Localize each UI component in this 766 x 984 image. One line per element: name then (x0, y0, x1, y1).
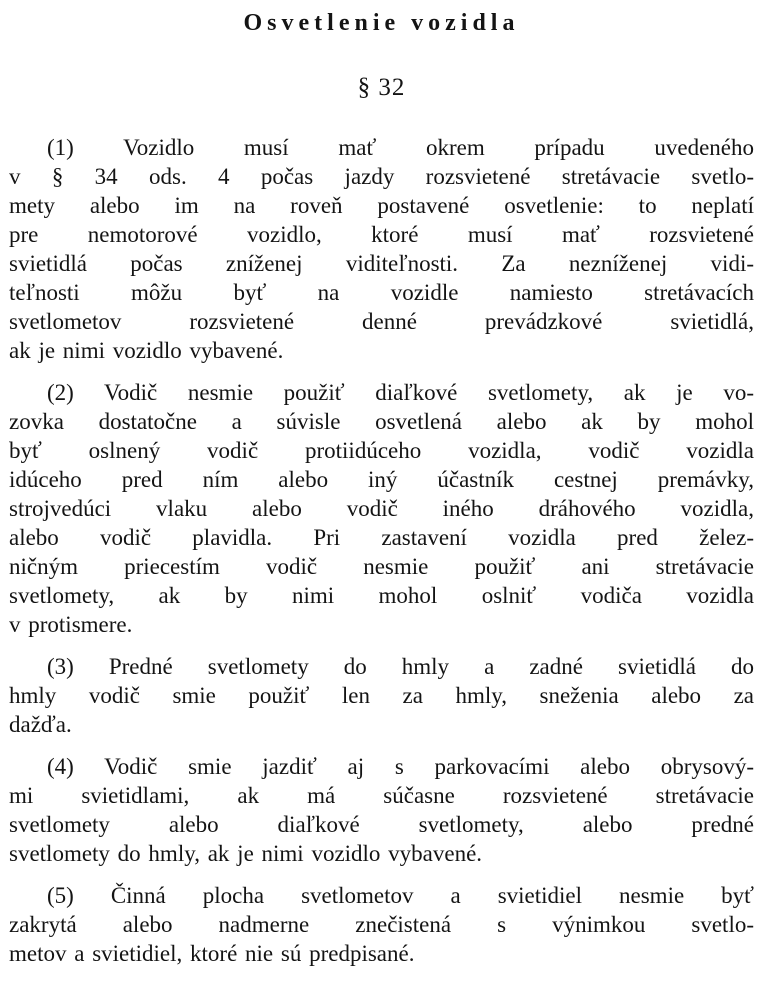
text-line: v protismere. (9, 612, 133, 637)
text-line: ničným priecestím vodič nesmie použiť ani stretávacie (9, 554, 754, 579)
text-line: alebo vodič plavidla. Pri zastavení vozidla pred želez- (9, 525, 754, 550)
paragraphs-container (9, 133, 754, 968)
text-line: ak je nimi vozidlo vybavené. (9, 338, 284, 363)
text-line: byť oslnený vodič protiidúceho vozidla, vodič vozidla (9, 438, 754, 463)
paragraph-3 (9, 652, 754, 739)
text-line: (5) Činná plocha svetlometov a svietidiel nesmie byť (47, 883, 754, 908)
text-line: (1) Vozidlo musí mať okrem prípadu uvedeného (47, 135, 754, 160)
text-line: v § 34 ods. 4 počas jazdy rozsvietené stretávacie svetlo- (9, 164, 754, 189)
section-heading: § 32 (357, 74, 406, 101)
text-line: pre nemotorové vozidlo, ktoré musí mať rozsvietené (9, 222, 754, 247)
text-line: strojvedúci vlaku alebo vodič iného dráhového vozidla, (9, 496, 754, 521)
text-line: dažďa. (9, 712, 72, 737)
text-line: svetlomety alebo diaľkové svetlomety, alebo predné (9, 812, 754, 837)
text-line: svietidlá počas zníženej viditeľnosti. Za nezníženej vidi- (9, 251, 754, 276)
paragraph-2 (9, 378, 754, 639)
text-line: (3) Predné svetlomety do hmly a zadné svietidlá do (47, 654, 754, 679)
text-line: teľnosti môžu byť na vozidle namiesto stretávacích (9, 280, 754, 305)
text-line: (4) Vodič smie jazdiť aj s parkovacími alebo obrysový- (47, 754, 754, 779)
paragraph-4 (9, 752, 754, 868)
text-line: metov a svietidiel, ktoré nie sú predpisané. (9, 941, 415, 966)
text-line: (2) Vodič nesmie použiť diaľkové svetlomety, ak je vo- (47, 380, 754, 405)
text-line: mi svietidlami, ak má súčasne rozsvietené stretávacie (9, 783, 754, 808)
text-line: zovka dostatočne a súvisle osvetlená alebo ak by mohol (9, 409, 754, 434)
text-line: zakrytá alebo nadmerne znečistená s výnimkou svetlo- (9, 912, 754, 937)
text-line: svetlomety, ak by nimi mohol oslniť vodiča vozidla (9, 583, 754, 608)
text-line: svetlometov rozsvietené denné prevádzkové svietidlá, (9, 309, 754, 334)
page-title: Osvetlenie vozidla (243, 10, 520, 36)
text-line: idúceho pred ním alebo iný účastník cestnej premávky, (9, 467, 754, 492)
text-line: svetlomety do hmly, ak je nimi vozidlo vybavené. (9, 841, 483, 866)
text-line: mety alebo im na roveň postavené osvetlenie: to neplatí (9, 193, 754, 218)
paragraph-5 (9, 881, 754, 968)
text-line: hmly vodič smie použiť len za hmly, sneženia alebo za (9, 683, 754, 708)
paragraph-1 (9, 133, 754, 365)
